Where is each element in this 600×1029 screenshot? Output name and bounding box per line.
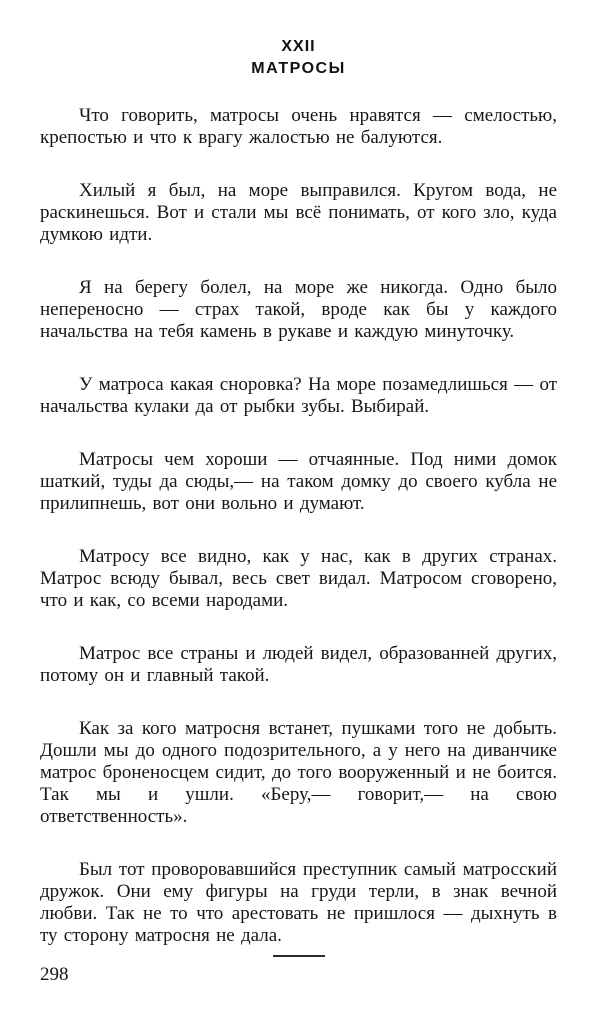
chapter-header	[40, 38, 557, 79]
chapter-number: XXII	[281, 38, 316, 55]
paragraph: Матросу все видно, как у нас, как в других странах. Матрос всюду бывал, весь свет видал. Матросом сговорено, что и как, со всеми народами.	[40, 546, 557, 611]
paragraph: Матрос все страны и людей видел, образованней других, потому он и главный такой.	[40, 643, 557, 686]
paragraph: Что говорить, матросы очень нравятся — смелостью, крепостью и что к врагу жалостью не балуются.	[40, 105, 557, 148]
chapter-text	[40, 105, 557, 947]
section-divider	[273, 955, 325, 957]
paragraph: Матросы чем хороши — отчаянные. Под ними домок шаткий, туды да сюды,— на таком домку до своего кубла не прилипнешь, вот они вольно и думают.	[40, 449, 557, 514]
chapter-title: МАТРОСЫ	[251, 60, 346, 77]
page-number: 298	[40, 964, 69, 985]
paragraph: У матроса какая сноровка? На море позамедлишься — от начальства кулаки да от рыбки зубы. Выбирай.	[40, 374, 557, 417]
paragraph: Я на берегу болел, на море же никогда. Одно было непереносно — страх такой, вроде как бы у каждого начальства на тебя камень в рукаве и каждую минуточку.	[40, 277, 557, 342]
paragraph: Как за кого матросня встанет, пушками того не добыть. Дошли мы до одного подозрительного, а у него на диванчике матрос броненосцем сидит, до того вооруженный и не боится. Так мы и ушли. «Беру,— говорит,— на свою ответственность».	[40, 718, 557, 827]
paragraph: Хилый я был, на море выправился. Кругом вода, не раскинешься. Вот и стали мы всё понимать, от кого зло, куда думкою идти.	[40, 180, 557, 245]
paragraph: Был тот проворовавшийся преступник самый матросский дружок. Они ему фигуры на груди терли, в знак вечной любви. Так не то что арестовать не пришлося — дыхнуть в ту сторону матросня не дала.	[40, 859, 557, 946]
